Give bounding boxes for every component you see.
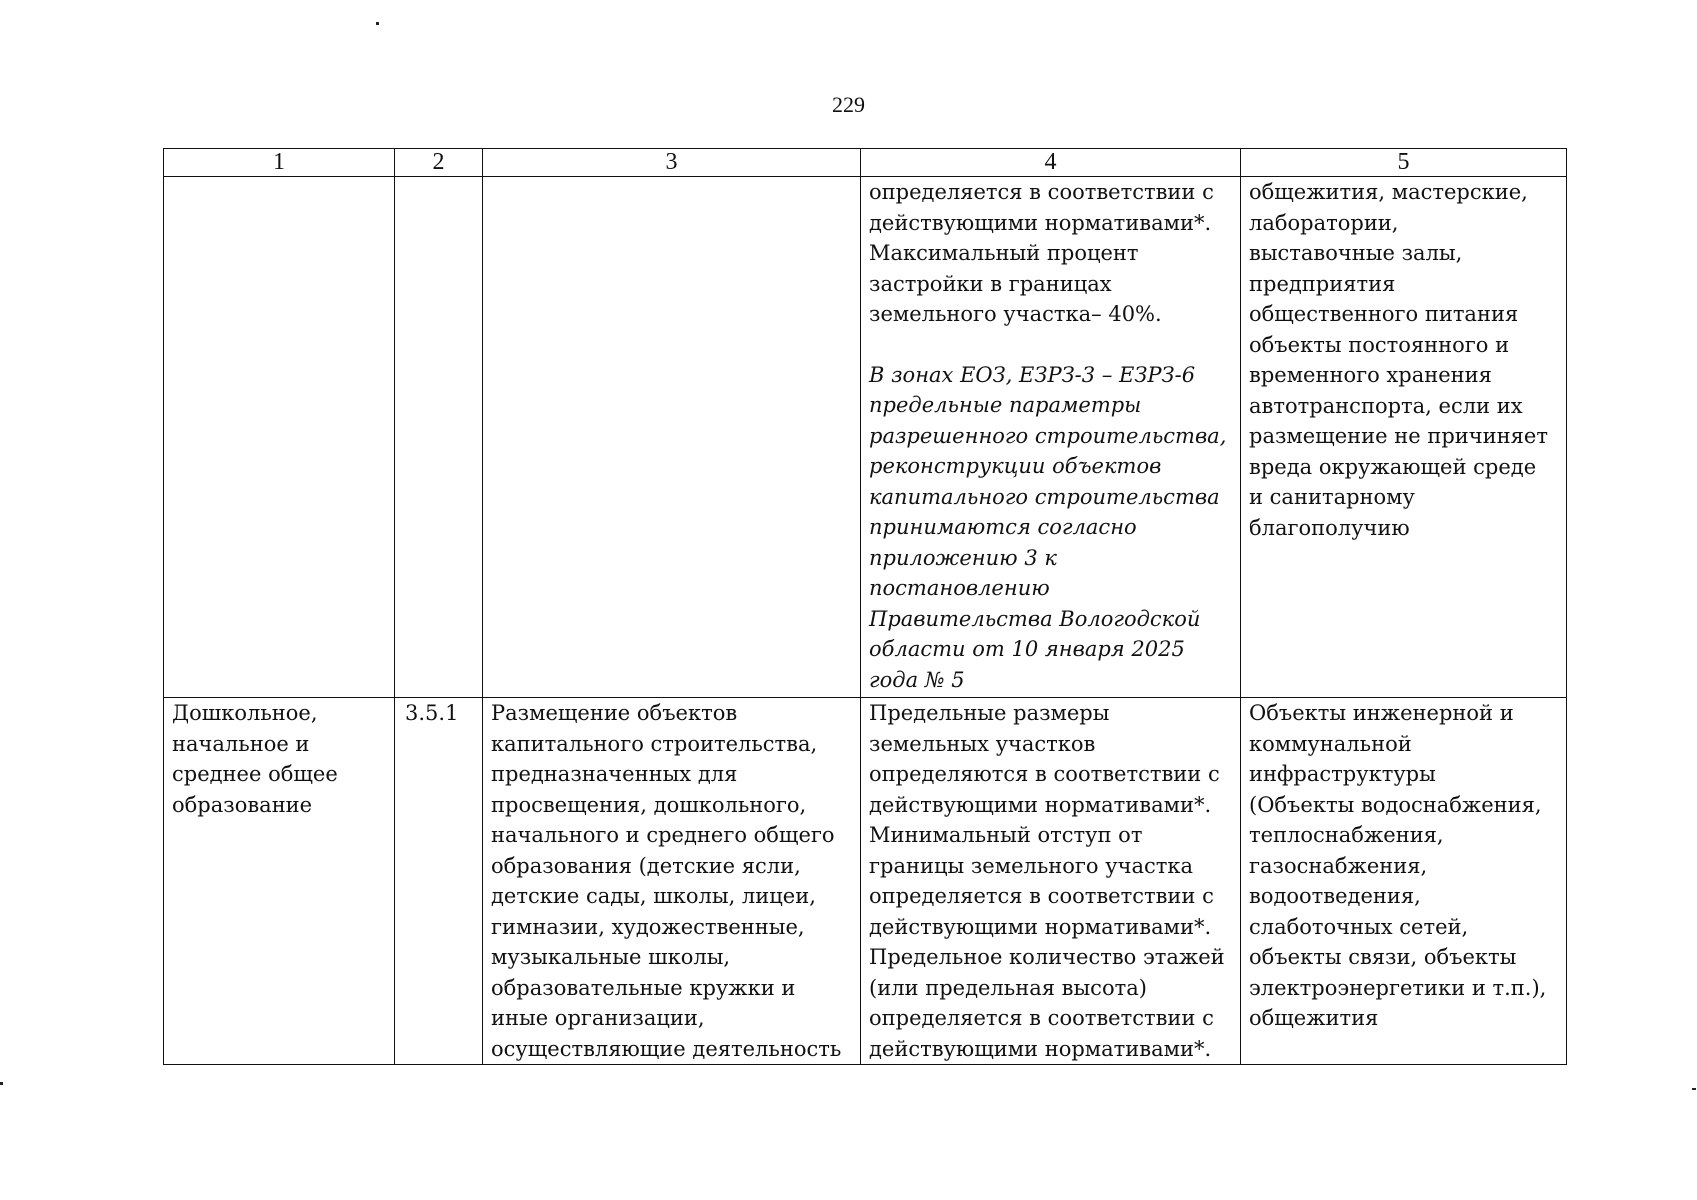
column-header-4: 4 xyxy=(861,149,1241,177)
table-row xyxy=(164,698,1567,1065)
cell-auxiliary-uses xyxy=(1241,698,1567,1065)
cell-parameters xyxy=(861,177,1241,698)
paragraph-gap xyxy=(869,330,1234,360)
cell-parameters xyxy=(861,698,1241,1065)
cell-text: Дошкольное, начальное и среднее общее образование xyxy=(172,701,338,817)
cell-use-name xyxy=(164,698,395,1065)
cell-text: Размещение объектов капитального строительства, предназначенных для просвещения, дошкольного, начального и среднего общего образования (детские ясли, детские сады, школы, лицеи, гимназии, художественные, музыкальные школы, образовательные кружки и иные организации, осуществляющие деятельность xyxy=(491,701,842,1061)
cell-text: Объекты инженерной и коммунальной инфраструктуры (Объекты водоснабжения, теплоснабжения, газоснабжения, водоотведения, слаботочных сетей, объекты связи, объекты электроэнергетики и т.п.), общежития xyxy=(1249,701,1547,1030)
header-row xyxy=(164,149,1567,177)
cell-code xyxy=(395,698,483,1065)
cell-text: Предельные размеры земельных участков определяются в соответствии с действующими нормативами*. Минимальный отступ от границы земельного участка определяется в соответствии с действующими нормативами*. Предельное количество этажей (или предельная высота) определяется в соответствии с действующими нормативами*. xyxy=(869,701,1225,1061)
cell-text: 3.5.1 xyxy=(405,701,459,725)
column-header-5: 5 xyxy=(1241,149,1567,177)
page-number: 229 xyxy=(832,92,865,117)
cell-code xyxy=(395,177,483,698)
cell-description xyxy=(483,698,861,1065)
column-header-3: 3 xyxy=(483,149,861,177)
cell-description xyxy=(483,177,861,698)
scan-speck xyxy=(0,1082,3,1085)
cell-text: общежития, мастерские, лаборатории, выставочные залы, предприятия общественного питания объекты постоянного и временного хранения автотранспорта, если их размещение не причиняет вреда окружающей среде и санитарному благополучию xyxy=(1249,180,1548,540)
scan-speck xyxy=(1692,1088,1696,1090)
parameters-note: В зонах ЕОЗ, ЕЗРЗ-3 – ЕЗРЗ-6 предельные параметры разрешенного строительства, реконструкции объектов капитального строительства принимаются согласно приложению 3 к постановлению Правительства Вологодской области от 10 января 2025 года № 5 xyxy=(869,362,1227,692)
parameters-text: определяется в соответствии с действующими нормативами*. Максимальный процент застройки в границах земельного участка– 40%. xyxy=(869,180,1214,326)
column-header-1: 1 xyxy=(164,149,395,177)
column-header-2: 2 xyxy=(395,149,483,177)
table-row xyxy=(164,177,1567,698)
scan-speck xyxy=(376,22,379,25)
cell-auxiliary-uses xyxy=(1241,177,1567,698)
cell-use-name xyxy=(164,177,395,698)
regulation-table xyxy=(163,148,1567,1065)
